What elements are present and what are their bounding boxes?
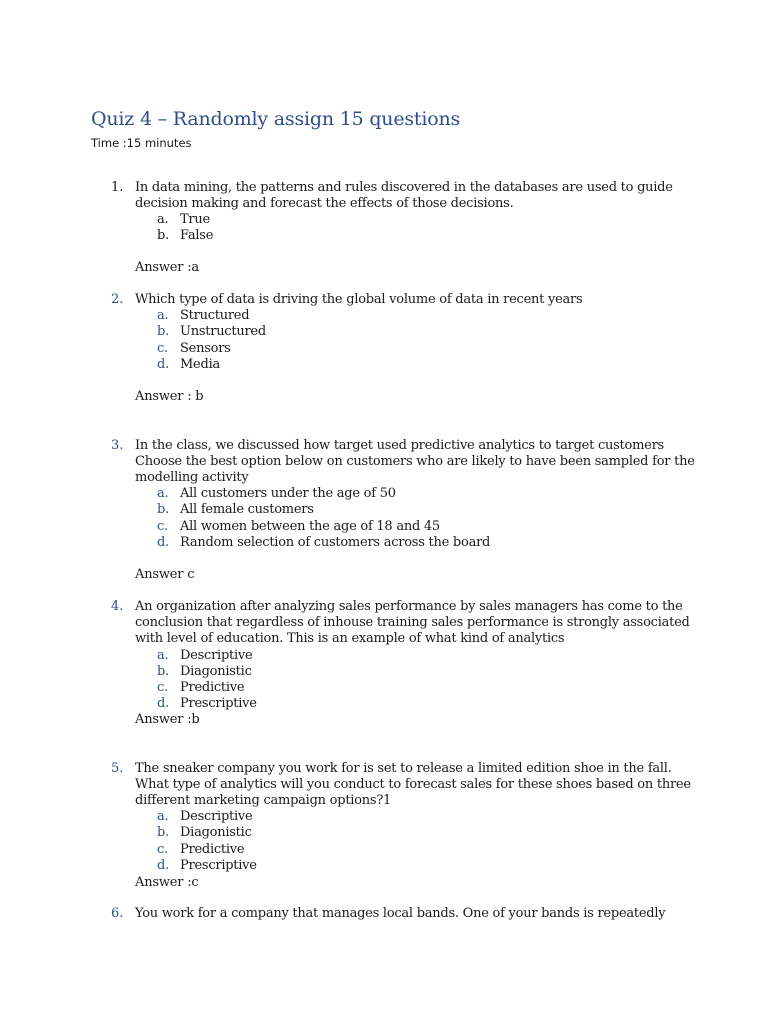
option-text: True <box>180 212 210 227</box>
question-number: 4. <box>111 599 124 614</box>
option-letter: d. <box>157 535 169 550</box>
option-item <box>0 357 768 373</box>
question-line: different marketing campaign options?1 <box>135 793 392 809</box>
option-text: All women between the age of 18 and 45 <box>180 519 440 534</box>
option-letter: c. <box>157 519 168 534</box>
question-line: An organization after analyzing sales performance by sales managers has come to the <box>135 599 683 614</box>
option-item <box>0 308 768 324</box>
option-letter: a. <box>157 809 169 824</box>
option-text: All female customers <box>180 502 314 517</box>
question-line: What type of analytics will you conduct to forecast sales for these shoes based on three <box>135 777 691 793</box>
question-text <box>135 599 695 647</box>
option-text: Predictive <box>180 680 245 695</box>
question-text <box>135 438 695 486</box>
option-letter: d. <box>157 696 169 711</box>
question-line: Which type of data is driving the global volume of data in recent years <box>135 292 583 307</box>
question-text <box>135 292 695 308</box>
question-line: with level of education. This is an example of what kind of analytics <box>135 631 565 647</box>
option-text: Prescriptive <box>180 696 257 711</box>
page-title: Quiz 4 – Randomly assign 15 questions <box>91 108 461 130</box>
option-text: Media <box>180 357 220 372</box>
answer-text: Answer :c <box>135 875 199 890</box>
option-letter: a. <box>157 212 169 227</box>
option-letter: b. <box>157 228 169 243</box>
option-text: Diagonistic <box>180 825 252 840</box>
option-item <box>0 324 768 340</box>
answer-text: Answer :b <box>135 712 200 727</box>
option-text: Prescriptive <box>180 858 257 873</box>
option-item <box>0 696 768 712</box>
option-letter: b. <box>157 502 169 517</box>
option-item <box>0 502 768 518</box>
option-item <box>0 535 768 551</box>
answer-text: Answer : b <box>135 389 204 404</box>
option-text: All customers under the age of 50 <box>180 486 396 501</box>
question-text <box>135 761 695 809</box>
option-letter: d. <box>157 357 169 372</box>
question-number: 3. <box>111 438 124 453</box>
option-item <box>0 825 768 841</box>
option-text: Diagonistic <box>180 664 252 679</box>
option-text: Structured <box>180 308 250 323</box>
option-letter: a. <box>157 308 169 323</box>
option-letter: b. <box>157 825 169 840</box>
question-number: 1. <box>111 180 124 195</box>
question-number: 5. <box>111 761 124 776</box>
option-text: Descriptive <box>180 648 253 663</box>
option-item <box>0 228 768 244</box>
answer-text: Answer c <box>135 567 195 582</box>
option-item <box>0 212 768 228</box>
option-text: Random selection of customers across the board <box>180 535 491 550</box>
option-letter: c. <box>157 680 168 695</box>
option-letter: c. <box>157 341 168 356</box>
option-item <box>0 809 768 825</box>
option-item <box>0 648 768 664</box>
question-line: modelling activity <box>135 470 249 486</box>
option-letter: a. <box>157 648 169 663</box>
option-item <box>0 858 768 874</box>
question-number: 6. <box>111 906 124 921</box>
option-item <box>0 664 768 680</box>
option-text: Sensors <box>180 341 231 356</box>
question-line: conclusion that regardless of inhouse training sales performance is strongly associated <box>135 615 690 631</box>
question-number: 2. <box>111 292 124 307</box>
option-letter: c. <box>157 842 168 857</box>
option-letter: b. <box>157 664 169 679</box>
option-item <box>0 842 768 858</box>
question-line: You work for a company that manages local bands. One of your bands is repeatedly <box>135 906 666 921</box>
option-item <box>0 486 768 502</box>
option-text: Predictive <box>180 842 245 857</box>
time-limit: Time :15 minutes <box>91 136 192 150</box>
option-text: False <box>180 228 214 243</box>
option-text: Descriptive <box>180 809 253 824</box>
question-line: In data mining, the patterns and rules discovered in the databases are used to guide <box>135 180 673 195</box>
option-item <box>0 680 768 696</box>
option-letter: d. <box>157 858 169 873</box>
question-text <box>135 906 695 922</box>
answer-text: Answer :a <box>135 260 199 275</box>
question-line: decision making and forecast the effects of those decisions. <box>135 196 514 212</box>
question-line: In the class, we discussed how target used predictive analytics to target customers <box>135 438 664 453</box>
option-letter: b. <box>157 324 169 339</box>
question-text <box>135 180 695 212</box>
option-letter: a. <box>157 486 169 501</box>
option-item <box>0 519 768 535</box>
question-line: Choose the best option below on customers who are likely to have been sampled for the <box>135 454 695 470</box>
question-line: The sneaker company you work for is set to release a limited edition shoe in the fall. <box>135 761 672 776</box>
option-text: Unstructured <box>180 324 266 339</box>
option-item <box>0 341 768 357</box>
